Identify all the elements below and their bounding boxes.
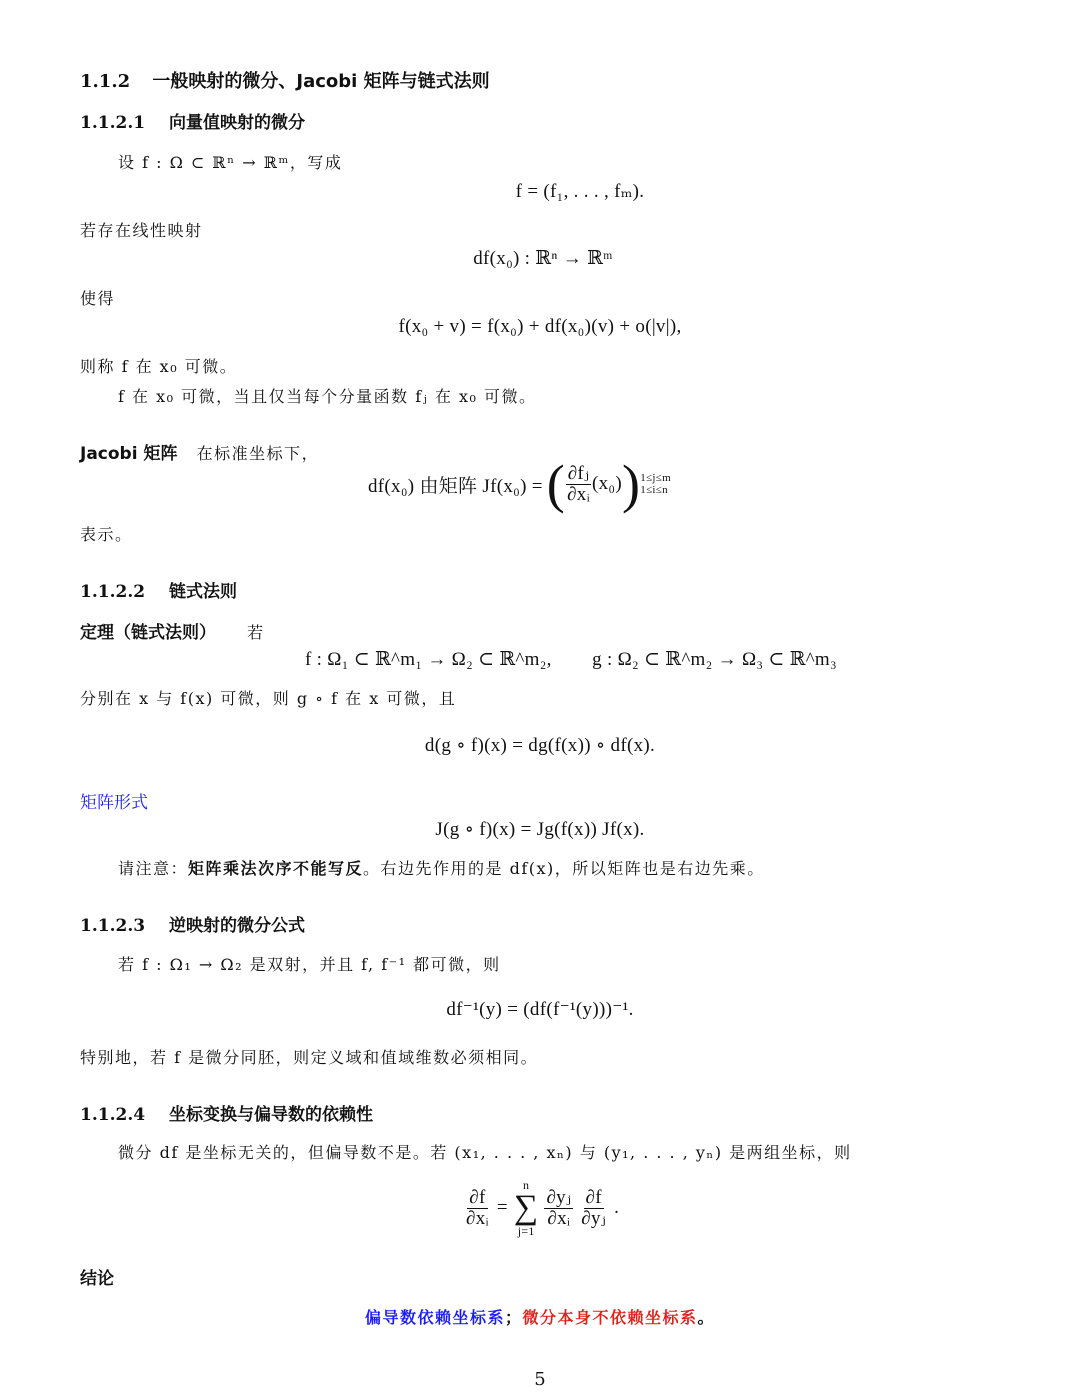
subsection-title: 向量值映射的微分 (169, 113, 305, 133)
fraction (579, 1188, 608, 1229)
conclusion-statement (0, 1305, 1080, 1328)
fraction-denominator: ∂xᵢ (547, 1207, 571, 1229)
paragraph: 使得 (80, 289, 116, 308)
subsection-number: 1.1.2.4 (80, 1105, 146, 1125)
equation: df⁻¹(y) = (df(f⁻¹(y)))⁻¹. (446, 999, 634, 1020)
index-range-j: 1≤j≤m (640, 471, 671, 484)
note-rest: 。右边先作用的是 df(x)，所以矩阵也是右边先乘。 (363, 859, 765, 878)
section-heading (80, 67, 490, 93)
conclusion-end: 。 (697, 1308, 716, 1327)
subsection-title: 逆映射的微分公式 (169, 916, 305, 936)
section-title: 一般映射的微分、Jacobi 矩阵与链式法则 (152, 71, 490, 92)
conclusion-separator: ； (504, 1308, 523, 1327)
index-range (640, 472, 671, 496)
matrix-form-label: 矩阵形式 (80, 793, 148, 813)
subsection-number: 1.1.2.1 (80, 113, 146, 133)
equals-sign: = (496, 1197, 508, 1218)
chain-rule-equation (464, 1176, 619, 1240)
equation: f(x₀ + v) = f(x₀) + df(x₀)(v) + o(|v|), (398, 316, 682, 337)
equation-text: df(x₀) 由矩阵 Jf(x₀) = (368, 475, 543, 497)
jacobi-label: Jacobi 矩阵 (80, 444, 178, 464)
equation: f : Ω₁ ⊂ ℝ^m₁ → Ω₂ ⊂ ℝ^m₂, g : Ω₂ ⊂ ℝ^m₂ → Ω₃ ⊂ ℝ^m₃ (305, 649, 837, 670)
jacobi-text: 在标准坐标下， (196, 444, 320, 463)
fraction (464, 1188, 491, 1229)
subsection-title: 坐标变换与偏导数的依赖性 (169, 1105, 373, 1125)
paragraph: 特别地，若 f 是微分同胚，则定义域和值域维数必须相同。 (80, 1048, 539, 1067)
fraction-numerator: ∂yⱼ (546, 1186, 572, 1208)
equation: df(x₀) : ℝⁿ → ℝᵐ (473, 248, 613, 269)
fraction-denominator: ∂xᵢ (466, 1207, 489, 1229)
equation: d(g ∘ f)(x) = dg(f(x)) ∘ df(x). (424, 735, 656, 756)
subsection-heading-1 (80, 108, 305, 133)
paragraph: 微分 df 是坐标无关的，但偏导数不是。若 (x₁, . . . , xₙ) 与 (y₁, . . . , yₙ) 是两组坐标，则 (118, 1143, 852, 1162)
page-number: 5 (534, 1369, 546, 1390)
paragraph: 分别在 x 与 f(x) 可微，则 g ∘ f 在 x 可微，且 (80, 689, 457, 708)
theorem-text: 若 (247, 623, 265, 642)
fraction-denominator: ∂yⱼ (581, 1207, 607, 1229)
equation: J(g ∘ f)(x) = Jg(f(x)) Jf(x). (435, 819, 645, 840)
left-paren: ( (546, 454, 566, 514)
equation: f = (f₁, . . . , fₘ). (515, 181, 645, 202)
subsection-heading-3 (80, 911, 305, 936)
conclusion-label: 结论 (80, 1269, 114, 1289)
sum-upper-limit: n (523, 1178, 530, 1192)
note-prefix: 请注意： (118, 859, 189, 878)
subsection-title: 链式法则 (169, 582, 237, 602)
theorem-line (80, 618, 265, 643)
fraction (565, 464, 592, 505)
subsection-number: 1.1.2.3 (80, 916, 146, 936)
sum-symbol: ∑ (513, 1189, 539, 1226)
paragraph: 设 f : Ω ⊂ ℝⁿ → ℝᵐ，写成 (118, 153, 343, 172)
subsection-number: 1.1.2.2 (80, 582, 146, 602)
paragraph: 若 f : Ω₁ → Ω₂ 是双射，并且 f, f⁻¹ 都可微，则 (118, 955, 501, 974)
period: . (614, 1197, 620, 1218)
jacobi-equation (368, 452, 671, 516)
theorem-label: 定理（链式法则） (80, 623, 216, 643)
note-paragraph (118, 856, 765, 879)
subsection-heading-2 (80, 577, 237, 602)
fraction-numerator: ∂fⱼ (567, 462, 590, 484)
summation (514, 1179, 539, 1237)
right-paren: ) (621, 454, 641, 514)
paragraph: f 在 x₀ 可微，当且仅当每个分量函数 fⱼ 在 x₀ 可微。 (118, 387, 537, 406)
sum-lower-limit: j=1 (517, 1224, 535, 1238)
equation-argument: (x₀) (591, 473, 622, 494)
paragraph: 表示。 (80, 525, 133, 544)
fraction-numerator: ∂f (585, 1186, 602, 1208)
index-range-i: 1≤i≤n (640, 484, 668, 496)
conclusion-blue-text: 偏导数依赖坐标系 (364, 1308, 505, 1327)
fraction-denominator: ∂xᵢ (567, 483, 590, 505)
paragraph: 则称 f 在 x₀ 可微。 (80, 357, 238, 376)
conclusion-red-text: 微分本身不依赖坐标系 (522, 1308, 698, 1327)
paragraph: 若存在线性映射 (80, 221, 203, 240)
subsection-heading-4 (80, 1100, 373, 1125)
section-number: 1.1.2 (80, 71, 131, 92)
jacobi-paragraph (80, 439, 319, 464)
note-bold: 矩阵乘法次序不能写反 (188, 859, 364, 878)
fraction-numerator: ∂f (469, 1186, 486, 1208)
fraction (544, 1188, 573, 1229)
